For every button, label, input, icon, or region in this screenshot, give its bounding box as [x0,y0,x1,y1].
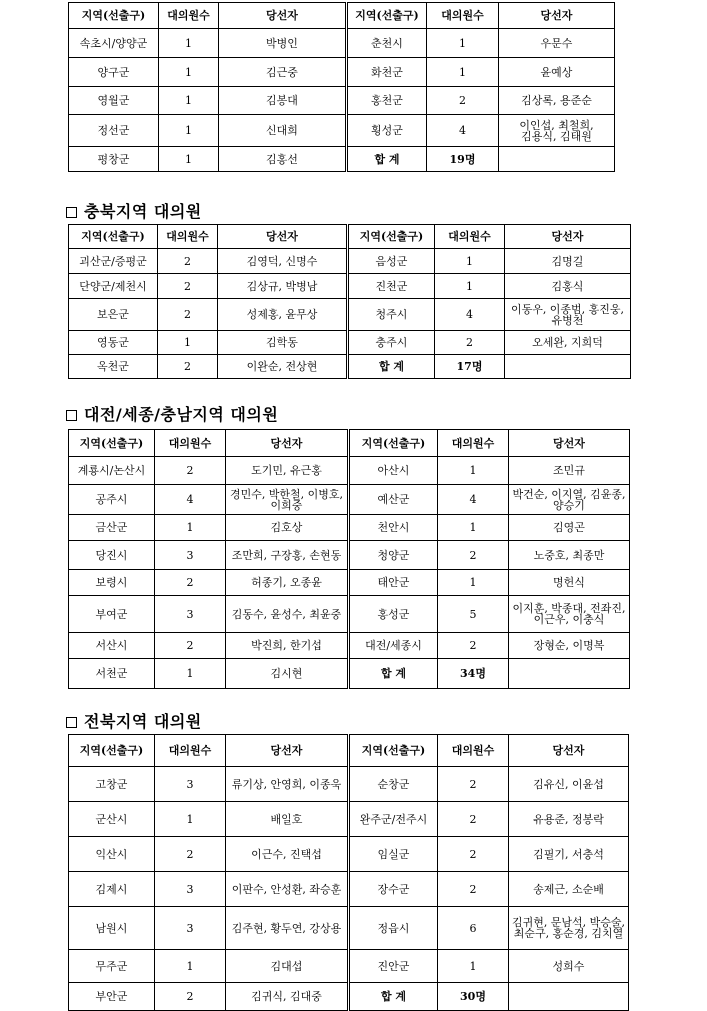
table-row [69,541,630,570]
elected-names-cell: 류기상, 안영희, 이종욱 [226,767,349,802]
delegate-count-cell: 2 [438,633,509,659]
column-header: 당선자 [509,735,629,767]
elected-names-cell: 성제홍, 윤무상 [218,299,348,331]
section-title-daejeon [66,402,278,425]
elected-names-cell: 경민수, 박한철, 이병호, 이희중 [226,485,349,515]
total-count-cell: 34명 [438,659,509,689]
elected-names-cell: 우문수 [499,29,615,58]
delegate-count-cell: 2 [438,872,509,907]
table-row [69,58,615,87]
delegate-count-cell: 3 [155,541,226,570]
region-cell: 평창군 [69,147,159,172]
region-cell: 남원시 [69,907,155,950]
region-cell: 춘천시 [347,29,427,58]
elected-names-cell: 신대희 [219,115,347,147]
region-cell: 청양군 [349,541,438,570]
table-row [69,331,631,355]
delegate-count-cell: 2 [438,541,509,570]
elected-names-cell: 허종기, 오종윤 [226,570,349,596]
elected-names-cell: 이근수, 진택섭 [226,837,349,872]
region-cell: 홍성군 [349,596,438,633]
column-header: 지역(선출구) [69,225,158,249]
elected-names-cell: 조민규 [509,457,630,485]
region-cell: 서산시 [69,633,155,659]
column-header: 지역(선출구) [347,3,427,29]
elected-names-cell: 김홍식 [505,274,631,299]
region-cell: 당진시 [69,541,155,570]
delegates-table-gangwon [68,2,615,172]
table-row [69,147,615,172]
elected-names-cell: 김봉대 [219,87,347,115]
column-header: 대의원수 [438,735,509,767]
delegate-count-cell: 1 [159,58,219,87]
elected-names-cell: 박건순, 이지열, 김윤종, 양승기 [509,485,630,515]
total-label-cell: 합 계 [347,147,427,172]
region-cell: 옥천군 [69,355,158,379]
delegate-count-cell: 2 [438,767,509,802]
table-row [69,274,631,299]
delegate-count-cell: 3 [155,596,226,633]
column-header: 당선자 [499,3,615,29]
column-header: 당선자 [219,3,347,29]
elected-names-cell: 김귀현, 문남석, 박승술, 최순구, 홍순경, 김치열 [509,907,629,950]
elected-names-cell: 유용준, 정봉락 [509,802,629,837]
column-header: 당선자 [226,735,349,767]
delegate-count-cell: 1 [438,515,509,541]
delegate-count-cell: 2 [158,274,218,299]
delegate-count-cell: 1 [438,457,509,485]
elected-names-cell: 도기민, 유근홍 [226,457,349,485]
delegate-count-cell: 4 [438,485,509,515]
delegate-count-cell: 1 [155,950,226,983]
elected-names-cell: 이지훈, 박종대, 전좌진, 이근우, 이충식 [509,596,630,633]
region-cell: 대전/세종시 [349,633,438,659]
region-cell: 영동군 [69,331,158,355]
table-header-row [69,430,630,457]
delegate-count-cell: 1 [158,331,218,355]
region-cell: 횡성군 [347,115,427,147]
elected-names-cell: 박진희, 한기섭 [226,633,349,659]
elected-names-cell: 장형순, 이명복 [509,633,630,659]
delegate-count-cell: 2 [438,837,509,872]
elected-names-cell: 이인섭, 최철희, 김용식, 김태원 [499,115,615,147]
table-row [69,457,630,485]
delegate-count-cell: 6 [438,907,509,950]
table-row [69,802,629,837]
elected-names-cell [505,355,631,379]
delegate-count-cell: 1 [155,802,226,837]
table-row [69,872,629,907]
elected-names-cell: 김영덕, 신명수 [218,249,348,274]
column-header: 대의원수 [155,735,226,767]
region-cell: 서천군 [69,659,155,689]
region-cell: 태안군 [349,570,438,596]
elected-names-cell: 김시현 [226,659,349,689]
elected-names-cell: 조만희, 구장홍, 손현동 [226,541,349,570]
column-header: 당선자 [226,430,349,457]
region-cell: 고창군 [69,767,155,802]
table-row [69,659,630,689]
table-header-row [69,225,631,249]
region-cell: 군산시 [69,802,155,837]
total-count-cell: 30명 [438,983,509,1011]
delegate-count-cell: 4 [427,115,499,147]
delegate-count-cell: 1 [427,29,499,58]
elected-names-cell: 이판수, 안성환, 좌승훈 [226,872,349,907]
column-header: 대의원수 [438,430,509,457]
region-cell: 보령시 [69,570,155,596]
delegate-count-cell: 5 [438,596,509,633]
delegate-count-cell: 1 [427,58,499,87]
region-cell: 부여군 [69,596,155,633]
section-title-text: 충북지역 대의원 [84,202,202,221]
table-row [69,983,629,1011]
region-cell: 임실군 [349,837,438,872]
elected-names-cell: 명헌식 [509,570,630,596]
elected-names-cell: 성희수 [509,950,629,983]
elected-names-cell [509,983,629,1011]
region-cell: 금산군 [69,515,155,541]
region-cell: 완주군/전주시 [349,802,438,837]
delegate-count-cell: 1 [159,29,219,58]
table-row [69,355,631,379]
delegate-count-cell: 2 [435,331,505,355]
table-row [69,515,630,541]
table-header-row [69,3,615,29]
delegate-count-cell: 2 [158,355,218,379]
table-row [69,907,629,950]
region-cell: 괴산군/증평군 [69,249,158,274]
table-row [69,299,631,331]
delegate-count-cell: 1 [155,515,226,541]
section-title-jeonbuk [66,709,202,732]
checkbox-square-icon [66,717,77,728]
table-row [69,29,615,58]
elected-names-cell: 이동우, 이종범, 홍진웅, 유병천 [505,299,631,331]
region-cell: 천안시 [349,515,438,541]
delegate-count-cell: 1 [438,570,509,596]
total-label-cell: 합 계 [349,983,438,1011]
column-header: 지역(선출구) [69,3,159,29]
delegate-count-cell: 1 [435,274,505,299]
delegate-count-cell: 2 [155,983,226,1011]
elected-names-cell: 오세완, 지희덕 [505,331,631,355]
delegate-count-cell: 1 [438,950,509,983]
section-title-text: 대전/세종/충남지역 대의원 [84,405,279,424]
delegate-count-cell: 1 [159,115,219,147]
column-header: 대의원수 [159,3,219,29]
region-cell: 순창군 [349,767,438,802]
column-header: 지역(선출구) [69,735,155,767]
column-header: 지역(선출구) [69,430,155,457]
elected-names-cell: 김근중 [219,58,347,87]
elected-names-cell: 김주현, 황두연, 강상용 [226,907,349,950]
delegate-count-cell: 2 [438,802,509,837]
delegate-count-cell: 2 [155,633,226,659]
elected-names-cell: 송제근, 소순배 [509,872,629,907]
elected-names-cell: 박병인 [219,29,347,58]
delegate-count-cell: 3 [155,767,226,802]
delegate-count-cell: 3 [155,872,226,907]
table-row [69,249,631,274]
region-cell: 음성군 [348,249,435,274]
region-cell: 진안군 [349,950,438,983]
region-cell: 계룡시/논산시 [69,457,155,485]
total-count-cell: 17명 [435,355,505,379]
total-count-cell: 19명 [427,147,499,172]
region-cell: 속초시/양양군 [69,29,159,58]
delegate-count-cell: 4 [155,485,226,515]
delegates-table-jeonbuk [68,734,629,1011]
region-cell: 양구군 [69,58,159,87]
delegate-count-cell: 1 [159,87,219,115]
delegate-count-cell: 1 [155,659,226,689]
column-header: 지역(선출구) [349,735,438,767]
elected-names-cell: 김호상 [226,515,349,541]
elected-names-cell: 노중호, 최종만 [509,541,630,570]
region-cell: 예산군 [349,485,438,515]
elected-names-cell: 윤예상 [499,58,615,87]
region-cell: 아산시 [349,457,438,485]
elected-names-cell [499,147,615,172]
delegate-count-cell: 2 [155,457,226,485]
delegate-count-cell: 2 [155,837,226,872]
table-row [69,485,630,515]
column-header: 대의원수 [435,225,505,249]
column-header: 대의원수 [155,430,226,457]
delegate-count-cell: 2 [158,249,218,274]
column-header: 당선자 [505,225,631,249]
checkbox-square-icon [66,207,77,218]
delegates-table-chungbuk [68,224,631,379]
delegate-count-cell: 2 [427,87,499,115]
region-cell: 무주군 [69,950,155,983]
table-header-row [69,735,629,767]
elected-names-cell: 김동수, 윤성수, 최윤중 [226,596,349,633]
delegate-count-cell: 1 [435,249,505,274]
column-header: 당선자 [218,225,348,249]
delegate-count-cell: 2 [158,299,218,331]
column-header: 대의원수 [158,225,218,249]
delegates-table-daejeon-chungnam [68,429,630,689]
elected-names-cell [509,659,630,689]
elected-names-cell: 김영곤 [509,515,630,541]
elected-names-cell: 이완순, 전상현 [218,355,348,379]
region-cell: 보은군 [69,299,158,331]
column-header: 대의원수 [427,3,499,29]
region-cell: 단양군/제천시 [69,274,158,299]
region-cell: 정읍시 [349,907,438,950]
table-row [69,596,630,633]
region-cell: 청주시 [348,299,435,331]
elected-names-cell: 배일호 [226,802,349,837]
delegate-count-cell: 3 [155,907,226,950]
total-label-cell: 합 계 [349,659,438,689]
elected-names-cell: 김필기, 서충석 [509,837,629,872]
total-label-cell: 합 계 [348,355,435,379]
delegate-count-cell: 4 [435,299,505,331]
table-row [69,767,629,802]
table-row [69,570,630,596]
region-cell: 장수군 [349,872,438,907]
elected-names-cell: 김대섭 [226,950,349,983]
region-cell: 화천군 [347,58,427,87]
delegate-count-cell: 2 [155,570,226,596]
column-header: 당선자 [509,430,630,457]
region-cell: 진천군 [348,274,435,299]
column-header: 지역(선출구) [348,225,435,249]
table-row [69,950,629,983]
region-cell: 부안군 [69,983,155,1011]
checkbox-square-icon [66,410,77,421]
region-cell: 익산시 [69,837,155,872]
elected-names-cell: 김명길 [505,249,631,274]
column-header: 지역(선출구) [349,430,438,457]
elected-names-cell: 김귀식, 김대중 [226,983,349,1011]
table-row [69,115,615,147]
elected-names-cell: 김상록, 용준순 [499,87,615,115]
region-cell: 충주시 [348,331,435,355]
region-cell: 정선군 [69,115,159,147]
elected-names-cell: 김상규, 박병남 [218,274,348,299]
table-row [69,87,615,115]
table-row [69,837,629,872]
region-cell: 김제시 [69,872,155,907]
region-cell: 공주시 [69,485,155,515]
section-title-text: 전북지역 대의원 [84,712,202,731]
delegate-count-cell: 1 [159,147,219,172]
table-row [69,633,630,659]
region-cell: 홍천군 [347,87,427,115]
elected-names-cell: 김학동 [218,331,348,355]
region-cell: 영월군 [69,87,159,115]
elected-names-cell: 김홍선 [219,147,347,172]
elected-names-cell: 김유신, 이윤섭 [509,767,629,802]
section-title-chungbuk [66,199,202,222]
